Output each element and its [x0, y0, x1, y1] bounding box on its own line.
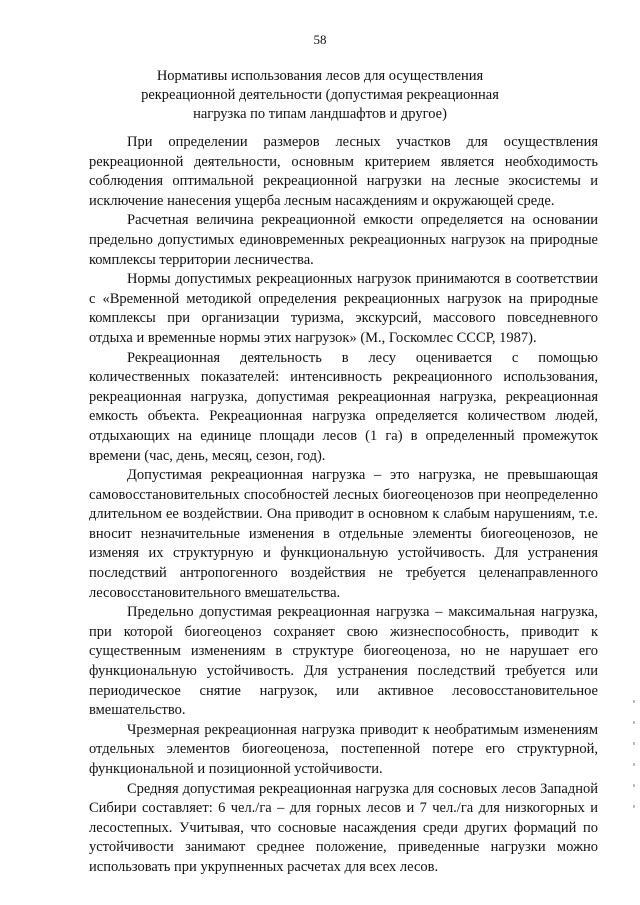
- body-text: [89, 133, 598, 878]
- paragraph: Расчетная величина рекреационной емкости определяется на основании предельно допустимых единовременных рекреационных нагрузок на природные комплексы территории лесничества.: [89, 212, 598, 268]
- page-number: 58: [313, 32, 327, 47]
- paragraph: Нормы допустимых рекреационных нагрузок принимаются в соответствии с «Временной методикой определения рекреационных нагрузок на природные комплексы при организации туризма, экскурсий, массового повседневного отдыха и временные нормы этих нагрузок» (М., Госкомлес СССР, 1987).: [89, 271, 598, 346]
- paragraph: Средняя допустимая рекреационная нагрузка для сосновых лесов Западной Сибири составляет: 6 чел./га – для горных лесов и 7 чел./га для низкогорных и лесостепных. Учитывая, что сосновые насаждения среди других формаций по устойчивости занимают среднее положение, приведенные нагрузки можно использовать при укрупненных расчетах для всех лесов.: [89, 780, 598, 875]
- scan-edge-marks: [633, 700, 635, 840]
- paragraph: Чрезмерная рекреационная нагрузка приводит к необратимым изменениям отдельных элементов биогеоценоза, постепенной потере его структурной, функциональной и позиционной устойчивости.: [89, 721, 598, 777]
- section-title: [120, 67, 520, 124]
- paragraph: Допустимая рекреационная нагрузка – это нагрузка, не превышающая самовосстановительных способностей лесных биогеоценозов при неопределенно длительном ее воздействии. Она приводит в основном к слабым нарушениям, т.е. вносит незначительные изменения в отдельные элементы биогеоценозов, не изменяя их структурную и функциональную устойчивость. Для устранения последствий антропогенного воздействия не требуется целенаправленного лесовосстановительного вмешательства.: [89, 467, 598, 601]
- title-line: рекреационной деятельности (допустимая рекреационная: [141, 87, 499, 103]
- paragraph: При определении размеров лесных участков для осуществления рекреационной деятельности, основным критерием является необходимость соблюдения оптимальной рекреационной нагрузки на лесные экосистемы и исключение нанесения ущерба лесным насаждениям и окружающей среде.: [89, 134, 598, 209]
- title-line: Нормативы использования лесов для осуществления: [156, 68, 484, 84]
- paragraph: Предельно допустимая рекреационная нагрузка – максимальная нагрузка, при которой биогеоценоз сохраняет свою жизнеспособность, приводит к существенным изменениям в структуре биогеоценоза, но не нарушает его функциональную устойчивость. Для устранения последствий требуется или периодическое снятие нагрузок, или активное лесовосстановительное вмешательство.: [89, 604, 598, 719]
- title-line: нагрузка по типам ландшафтов и другое): [193, 106, 447, 122]
- paragraph: Рекреационная деятельность в лесу оценивается с помощью количественных показателей: интенсивность рекреационного использования, рекреационная нагрузка, допустимая рекреационная нагрузка, рекреационная емкость объекта. Рекреационная нагрузка определяется количеством людей, отдыхающих на единице площади лесов (1 га) в определенный промежуток времени (час, день, месяц, сезон, год).: [89, 349, 598, 464]
